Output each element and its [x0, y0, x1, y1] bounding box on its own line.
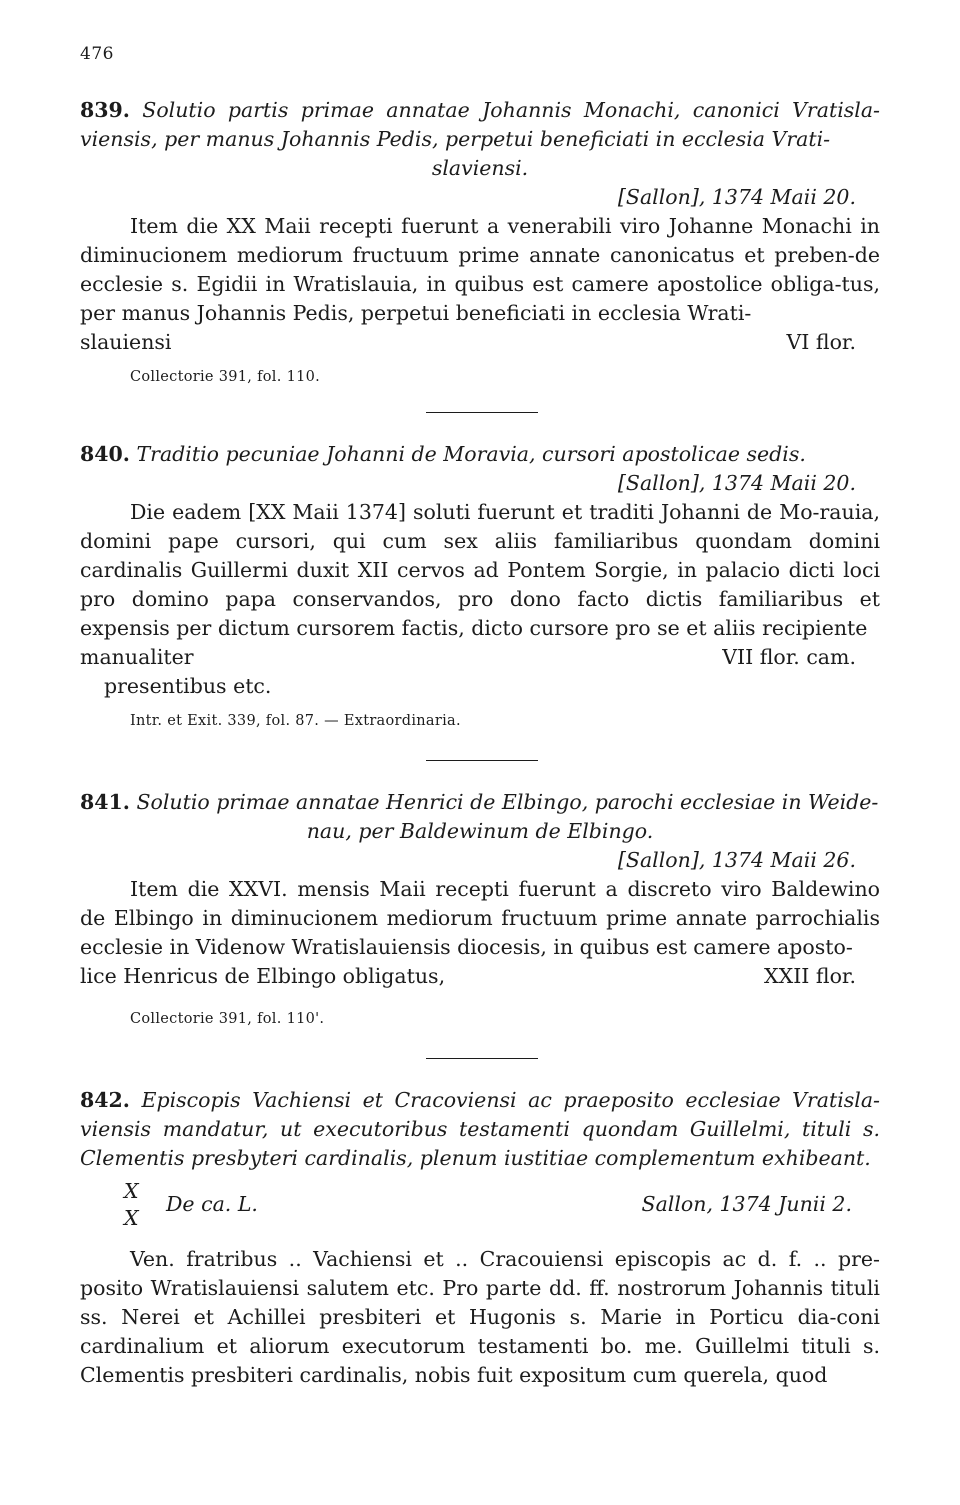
amount-line [80, 328, 880, 357]
mark-bottom: X [124, 1206, 139, 1230]
amount: XXII flor. [764, 964, 856, 988]
dateline: [Sallon], 1374 Maii 26. [617, 848, 856, 872]
entry-number: 840. [80, 442, 130, 466]
section-divider [426, 760, 538, 761]
entry-body: Ven. fratribus .. Vachiensi et .. Cracouiensi episcopis ac d. f. .. pre-posito Wratislauiensi salutem etc. Pro parte dd. ff. nostrorum Johannis tituli ss. Nerei et Achillei presbiteri et Hugonis s. Marie in Porticu dia-coni cardinalium et aliorum executorum testamenti bo. me. Guillelmi tituli s. Clementis presbiteri cardinalis, nobis fuit expositum cum querela, quod [80, 1247, 880, 1387]
heading-text: Traditio pecuniae Johanni de Moravia, cursori apostolicae sedis. [136, 442, 806, 466]
mark-top: X [124, 1179, 139, 1203]
entry-heading [80, 96, 880, 183]
entry-heading [80, 440, 880, 469]
heading-last-line: nau, per Baldewinum de Elbingo. [306, 819, 654, 843]
entry-842 [80, 1086, 880, 1390]
entry-number: 842. [80, 1088, 130, 1112]
section-divider [426, 1058, 538, 1059]
entry-840 [80, 440, 880, 731]
last-text: slauiensi [80, 330, 172, 354]
entry-839 [80, 96, 880, 387]
entry-body: Item die XXVI. mensis Maii recepti fuerunt a discreto viro Baldewino de Elbingo in diminucionem mediorum fructuum prime annate parrochialis ecclesie in Videnow Wratislauiensis diocesis, in quibus est camere aposto- [80, 877, 880, 959]
entry-number: 841. [80, 790, 130, 814]
dateline: [Sallon], 1374 Maii 20. [617, 471, 856, 495]
source-reference: Collectorie 391, fol. 110'. [130, 1011, 325, 1027]
heading-text: Episcopis Vachiensi et Cracoviensi ac praeposito ecclesiae Vratisla-viensis mandatur, ut executoribus testamenti quondam Guillelmi, tituli s. Clementis presbyteri cardinalis, plenum iustitiae complementum exhibeant. [80, 1088, 880, 1170]
amount: VII flor. cam. [722, 645, 856, 669]
dateline: [Sallon], 1374 Maii 20. [617, 185, 856, 209]
heading-last-line: slaviensi. [431, 156, 529, 180]
last-text: lice Henricus de Elbingo obligatus, [80, 964, 446, 988]
section-divider [426, 412, 538, 413]
register-marks [80, 1179, 880, 1237]
trailing-text: presentibus etc. [104, 674, 272, 698]
amount-line [80, 643, 880, 672]
entry-heading [80, 1086, 880, 1173]
entry-body: Die eadem [XX Maii 1374] soluti fuerunt et traditi Johanni de Mo-rauia, domini pape cursori, qui cum sex aliis familiaribus quondam domini cardinalis Guillermi duxit XII cervos ad Pontem Sorgie, in palacio dicti loci pro domino papa conservandos, pro dono facto dictis familiaribus et expensis per dictum cursorem factis, dicto cursore pro se et aliis recipiente [80, 500, 880, 640]
heading-line: Solutio partis primae annatae Johannis Monachi, canonici Vratisla- [142, 98, 880, 122]
heading-line: Solutio primae annatae Henrici de Elbingo, parochi ecclesiae in Weide- [136, 790, 879, 814]
source-reference: Intr. et Exit. 339, fol. 87. — Extraordinaria. [130, 713, 461, 729]
de-ca-note: De ca. L. [166, 1192, 258, 1216]
page-number: 476 [80, 44, 114, 64]
source-reference: Collectorie 391, fol. 110. [130, 369, 321, 385]
dateline: Sallon, 1374 Junii 2. [641, 1192, 852, 1216]
entry-841 [80, 788, 880, 1029]
last-text: manualiter [80, 645, 194, 669]
amount-line [80, 962, 880, 991]
entry-number: 839. [80, 98, 130, 122]
amount: VI flor. [786, 330, 856, 354]
entry-body: Item die XX Maii recepti fuerunt a venerabili viro Johanne Monachi in diminucionem mediorum fructuum prime annate canonicatus et preben-de ecclesie s. Egidii in Wratislauia, in quibus est camere apostolice obliga-tus, per manus Johannis Pedis, perpetui beneficiati in ecclesia Wrati- [80, 214, 880, 325]
heading-line: viensis, per manus Johannis Pedis, perpetui beneficiati in ecclesia Vrati- [80, 127, 831, 151]
entry-heading [80, 788, 880, 846]
page [80, 0, 880, 1505]
